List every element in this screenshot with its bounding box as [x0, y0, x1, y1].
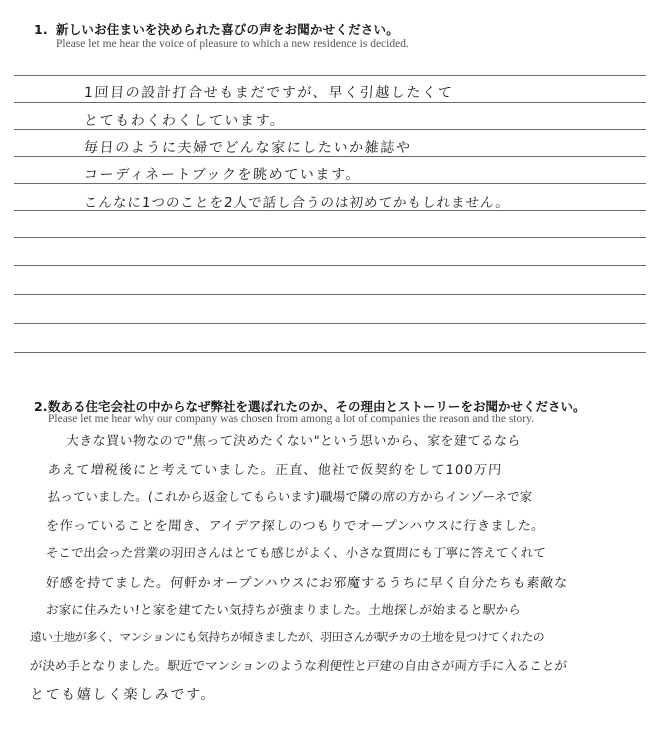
answer-1-line-1: 1回目の設計打合せもまだですが、早く引越したくて: [83, 85, 454, 101]
answer-2-line-6: 好感を持てました。何軒かオープンハウスにお邪魔するうちに早く自分たちも素敵な: [45, 576, 569, 591]
ruled-line: [14, 294, 646, 295]
question-1-number: 1.: [34, 22, 48, 37]
ruled-line: [14, 75, 646, 76]
question-1-text: 新しいお住まいを決められた喜びの声をお聞かせください。: [56, 22, 399, 37]
ruled-line: [14, 323, 646, 324]
question-1-subtitle: Please let me hear the voice of pleasure to which a new residence is decided.: [56, 38, 409, 50]
ruled-line: [14, 237, 646, 238]
question-2-subtitle: Please let me hear why our company was chosen from among a lot of companies the reason and the story.: [48, 413, 534, 425]
answer-2-line-5: そこで出会った営業の羽田さんはとても感じがよく、小さな質問にも丁寧に答えてくれて: [45, 545, 547, 560]
ruled-line: [14, 102, 646, 103]
answer-1-line-2: とてもわくわくしています。: [83, 113, 287, 129]
answer-2-line-7: お家に住みたい!と家を建てたい気持ちが強まりました。土地探しが始まると駅から: [45, 602, 522, 617]
answer-1-line-4: コーディネートブックを眺めています。: [83, 167, 362, 183]
ruled-line: [14, 352, 646, 353]
answer-2-line-4: を作っていることを聞き、アイデア探しのつもりでオープンハウスに行きました。: [45, 519, 546, 534]
answer-2-line-3: 払っていました。(これから返金してもらいます)職場で隣の席の方からインゾーネで家: [47, 489, 533, 504]
question-2-text: 数ある住宅会社の中からなぜ弊社を選ばれたのか、その理由とストーリーをお聞かせください。: [48, 399, 586, 414]
answer-2-line-10: とても嬉しく楽しみです。: [29, 687, 217, 703]
answer-1-line-3: 毎日のように夫婦でどんな家にしたいか雑誌や: [83, 140, 413, 156]
answer-2-line-2: あえて増税後にと考えていました。正直、他社で仮契約をして100万円: [47, 463, 503, 478]
question-2-number: 2.: [34, 399, 48, 414]
ruled-line: [14, 265, 646, 266]
answer-1-line-5: こんなに1つのことを2人で話し合うのは初めてかもしれません。: [83, 195, 511, 211]
answer-2-line-9: が決め手となりました。駅近でマンションのような利便性と戸建の自由さが両方手に入ることが: [29, 658, 568, 673]
answer-2-line-1: 大きな買い物なので"焦って決めたくない"という思いから、家を建てるなら: [65, 434, 522, 449]
question-1-title: [34, 20, 399, 38]
answer-2-line-8: 遠い土地が多く、マンションにも気持ちが傾きましたが、羽田さんが駅チカの土地を見つけてくれたの: [29, 630, 545, 644]
